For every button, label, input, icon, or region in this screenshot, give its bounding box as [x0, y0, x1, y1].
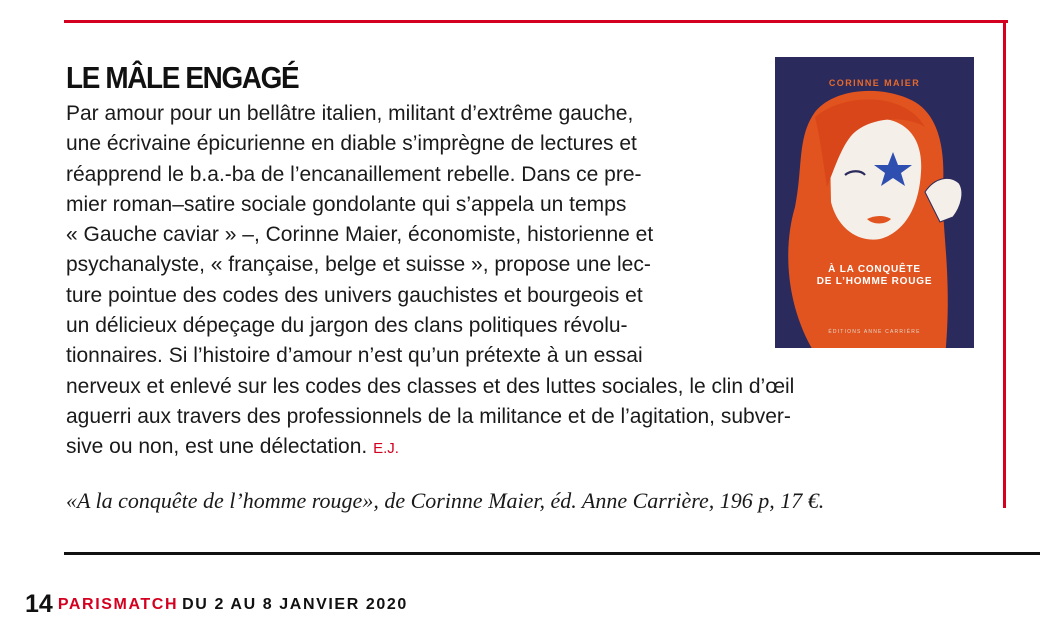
- cover-illustration: [775, 57, 974, 348]
- page-number: 14: [25, 590, 53, 618]
- page-footer: [25, 590, 408, 619]
- frame-top-border: [64, 20, 1008, 23]
- article-line: Par amour pour un bellâtre italien, militant d’extrême gauche,: [66, 102, 634, 125]
- cover-title-line: À LA CONQUÊTE: [828, 264, 921, 275]
- article-line: nerveux et enlevé sur les codes des classes et des luttes sociales, le clin d’œil: [66, 374, 795, 398]
- article-line-text: sive ou non, est une délectation.: [66, 435, 368, 459]
- cover-title-line: DE L’HOMME ROUGE: [816, 276, 933, 287]
- magazine-name: PARISMATCH: [57, 595, 179, 613]
- article-line: « Gauche caviar » –, Corinne Maier, économiste, historienne et: [66, 223, 654, 247]
- issue-date: DU 2 AU 8 JANVIER 2020: [182, 595, 408, 613]
- article-line: psychanalyste, « française, belge et suisse », propose une lec-: [66, 253, 651, 277]
- article-headline: LE MÂLE ENGAGÉ: [66, 60, 299, 95]
- article-line-last: [66, 432, 786, 462]
- book-credit: «A la conquête de l’homme rouge», de Corinne Maier, éd. Anne Carrière, 196 p, 17 €.: [66, 488, 825, 513]
- article-line: un délicieux dépeçage du jargon des clans politiques révolu-: [66, 314, 628, 338]
- cover-publisher: ÉDITIONS ANNE CARRIÈRE: [828, 329, 921, 335]
- frame-right-border: [1003, 20, 1006, 508]
- article-line: mier roman–satire sociale gondolante qui s’appela un temps: [66, 192, 627, 216]
- article-line: ture pointue des codes des univers gauchistes et bourgeois et: [66, 283, 643, 307]
- article-line: une écrivaine épicurienne en diable s’imprègne de lectures et: [66, 132, 637, 156]
- cover-author: CORINNE MAIER: [828, 78, 921, 88]
- author-initials: E.J.: [373, 440, 399, 458]
- article-line: réapprend le b.a.-ba de l’encanaillement rebelle. Dans ce pre-: [66, 162, 642, 186]
- article-line: tionnaires. Si l’histoire d’amour n’est qu’un prétexte à un essai: [66, 344, 643, 368]
- article-body: [66, 99, 795, 463]
- cover-title: [775, 264, 974, 288]
- article-line: aguerri aux travers des professionnels de la militance et de l’agitation, subver-: [66, 404, 791, 428]
- book-cover: [775, 57, 974, 348]
- footer-rule: [64, 552, 1040, 555]
